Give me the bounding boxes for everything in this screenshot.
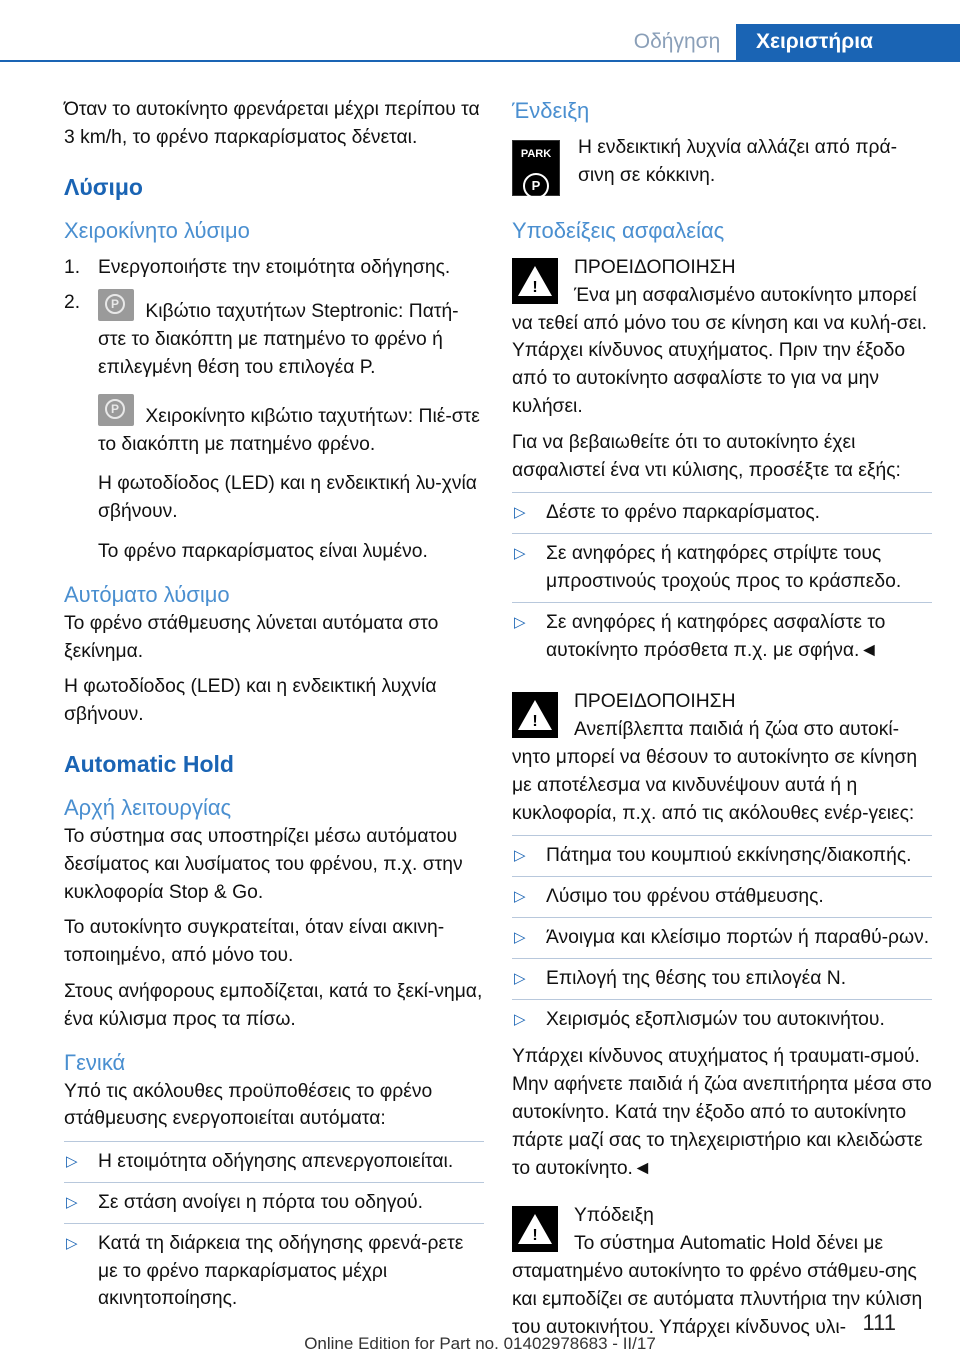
indicator-text: Η ενδεικτική λυχνία αλλάζει από πρά-σινη σε κόκκινη. (578, 137, 898, 186)
warning-label: ΠΡΟΕΙΔΟΠΟΙΗΣΗ (574, 257, 736, 278)
footer-edition: Online Edition for Part no. 01402978683 - II/17 (304, 1334, 656, 1353)
step-number: 1. (64, 256, 81, 278)
step-text: Η φωτοδίοδος (LED) και η ενδεικτική λυ-χνία σβήνουν. (98, 473, 477, 523)
triangle-bullet-icon: ▷ (66, 1234, 78, 1252)
triangle-bullet-icon: ▷ (514, 969, 526, 987)
tab-controls[interactable]: Χειριστήρια (736, 24, 960, 60)
note-icon: ! (512, 1206, 558, 1252)
heading-indicator: Ένδειξη (512, 98, 590, 123)
list-item: ▷ Πάτημα του κουμπιού εκκίνησης/διακοπής. (512, 836, 932, 876)
warning-text: Ένα μη ασφαλισμένο αυτοκίνητο μπορεί να τεθεί από μόνο του σε κίνηση και να κυλή-σει. Υπάρχει κίνδυνος ατυχήματος. Πριν την έξοδο από το αυτοκίνητο ασφαλίστε το για να μην κυλήσει. (512, 284, 927, 417)
heading-auto-release: Αυτόματο λύσιμο (64, 581, 230, 607)
heading-release: Λύσιμο (64, 173, 143, 200)
warning-text: Για να βεβαιωθείτε ότι το αυτοκίνητο έχει ασφαλιστεί ένα ντι κύλισης, προσέξτε τα εξής: (512, 431, 901, 481)
parking-brake-switch-icon: P (98, 394, 134, 426)
intro-text: Όταν το αυτοκίνητο φρενάρεται μέχρι περίπου τα 3 km/h, το φρένο παρκαρίσματος δένεται. (64, 99, 480, 148)
tab-driving[interactable]: Οδήγηση (633, 30, 721, 53)
triangle-bullet-icon: ▷ (514, 613, 526, 631)
principle-text: Στους ανήφορους εμποδίζεται, κατά το ξεκί-νημα, ένα κύλισμα προς τα πίσω. (64, 980, 483, 1030)
heading-manual-release: Χειροκίνητο λύσιμο (64, 217, 250, 243)
triangle-bullet-icon: ▷ (66, 1153, 78, 1171)
list-item: ▷ Κατά τη διάρκεια της οδήγησης φρενά-ρετε με το φρένο παρκαρίσματος μέχρι ακινητοποίησης. (64, 1224, 484, 1319)
triangle-bullet-icon: ▷ (514, 847, 526, 865)
note-label: Υπόδειξη (574, 1205, 654, 1227)
principle-text: Το αυτοκίνητο συγκρατείται, όταν είναι ακινη-τοποιημένο, από μόνο του. (64, 917, 445, 967)
triangle-bullet-icon: ▷ (514, 928, 526, 946)
heading-automatic-hold: Automatic Hold (64, 750, 234, 777)
right-column (512, 96, 932, 1349)
heading-general: Γενικά (64, 1049, 126, 1075)
list-item: ▷ Επιλογή της θέσης του επιλογέα N. (512, 959, 932, 999)
list-item: ▷ Χειρισμός εξοπλισμών του αυτοκινήτου. (512, 1000, 932, 1040)
warning-text: Ανεπίβλεπτα παιδιά ή ζώα στο αυτοκί-νητο μπορεί να θέσουν το αυτοκίνητο σε κίνηση με αποτέλεσμα να κινδυνέψουν αυτά ή η κυκλοφορία, π.χ. από τις ακόλουθες ενέρ-γειες: (512, 719, 918, 824)
note-text: Το σύστημα Automatic Hold δένει με σταματημένο αυτοκίνητο το φρένο στάθμευ-σης και εμποδίζει σε αυτόματα πλυντήρια την κύλιση του αυτοκινήτου. Υπάρχει κίνδυνος υλι- (512, 1233, 923, 1338)
warning-text: Υπάρχει κίνδυνος ατυχήματος ή τραυματι-σμού. Μην αφήνετε παιδιά ή ζώα ανεπιτήρητα μέσα στο αυτοκίνητο. Κατά την έξοδο από το αυτοκίνητο πάρτε μαζί σας το τηλεχειριστήριο και κλειδώστε το αυτοκίνητο.◄ (512, 1046, 932, 1179)
principle-text: Το σύστημα σας υποστηρίζει μέσω αυτόματου δεσίματος και λυσίματος του φρένου, π.χ. στην κυκλοφορία Stop & Go. (64, 825, 463, 903)
step-number: 2. (64, 292, 81, 314)
warning-icon: ! (512, 692, 558, 738)
list-item: ▷ Σε ανηφόρες ή κατηφόρες στρίψτε τους μπροστινούς τροχούς προς το κράσπεδο. (512, 534, 932, 602)
step-text: Το φρένο παρκαρίσματος είναι λυμένο. (98, 540, 428, 562)
auto-text: Το φρένο στάθμευσης λύνεται αυτόματα στο ξεκίνημα. (64, 612, 439, 662)
step-1 (64, 254, 484, 282)
triangle-bullet-icon: ▷ (514, 545, 526, 563)
park-indicator-icon: PARK P (512, 140, 560, 196)
step-text: Χειροκίνητο κιβώτιο ταχυτήτων: Πιέ-στε το διακόπτη με πατημένο φρένο. (98, 405, 480, 455)
heading-safety: Υποδείξεις ασφαλείας (512, 218, 725, 243)
step-2 (64, 289, 484, 565)
list-item: ▷ Σε στάση ανοίγει η πόρτα του οδηγού. (64, 1183, 484, 1223)
left-column (64, 96, 484, 1319)
triangle-bullet-icon: ▷ (514, 888, 526, 906)
triangle-bullet-icon: ▷ (514, 1010, 526, 1028)
triangle-bullet-icon: ▷ (66, 1193, 78, 1211)
heading-principle: Αρχή λειτουργίας (64, 794, 232, 820)
page-number: 111 (862, 1310, 896, 1335)
triangle-bullet-icon: ▷ (514, 504, 526, 522)
list-item: ▷ Σε ανηφόρες ή κατηφόρες ασφαλίστε το αυτοκίνητο πρόσθετα π.χ. με σφήνα.◄ (512, 603, 932, 671)
parking-brake-switch-icon: P (98, 289, 134, 321)
warning-icon: ! (512, 258, 558, 304)
list-item: ▷ Άνοιγμα και κλείσιμο πορτών ή παραθύ-ρων. (512, 918, 932, 958)
list-item: ▷ Λύσιμο του φρένου στάθμευσης. (512, 877, 932, 917)
list-item: ▷ Δέστε το φρένο παρκαρίσματος. (512, 493, 932, 533)
general-text: Υπό τις ακόλουθες προϋποθέσεις το φρένο στάθμευσης ενεργοποιείται αυτόματα: (64, 1080, 433, 1130)
warning-label: ΠΡΟΕΙΔΟΠΟΙΗΣΗ (574, 691, 736, 713)
header-rule (0, 60, 960, 62)
step-text: Κιβώτιο ταχυτήτων Steptronic: Πατή-στε το διακόπτη με πατημένο το φρένο ή επιλεγμένη θέση του επιλογέα P. (98, 301, 459, 378)
list-item: ▷ Η ετοιμότητα οδήγησης απενεργοποιείται. (64, 1142, 484, 1182)
step-text: Ενεργοποιήστε την ετοιμότητα οδήγησης. (98, 256, 451, 278)
auto-text: Η φωτοδίοδος (LED) και η ενδεικτική λυχνία σβήνουν. (64, 676, 437, 726)
